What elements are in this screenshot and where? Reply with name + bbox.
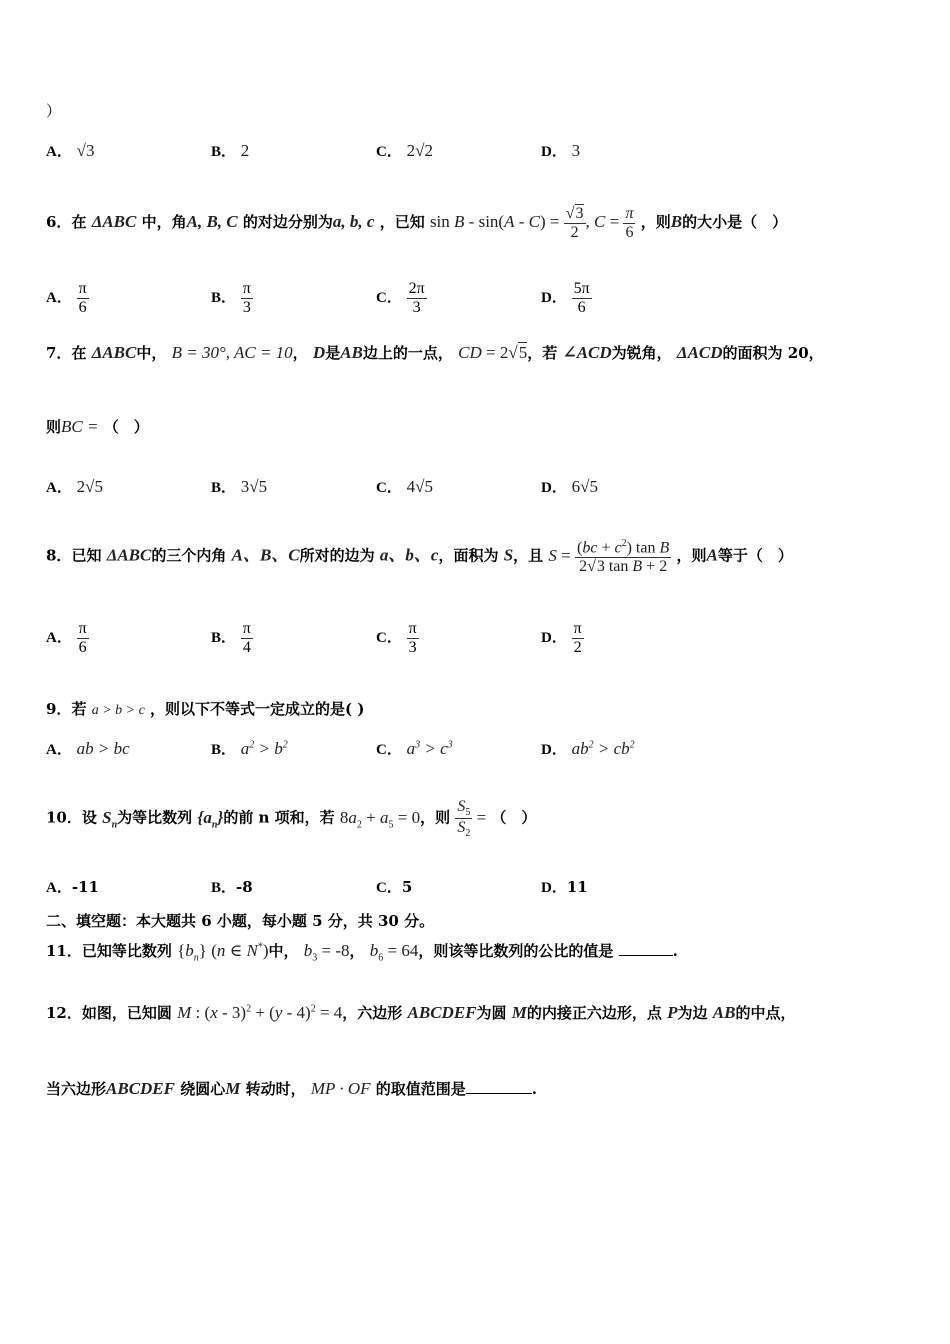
answer-blank[interactable] xyxy=(619,943,673,956)
q5-option-a-value: √3 xyxy=(76,141,95,160)
question-12: 12．如图，已知圆 M : (x - 3)$^2$ + (y - 4)$^2$ = 4，六边形 ABCDEF为圆 M的内接正六边形，点 P为边 AB的中点， xyxy=(46,1003,796,1022)
question-8: 8．已知 ΔABC的三个内角 A、B、C所对的边为 a、b、c，面积为 S，且 S = $\frac{(bc + c^2) \tan B}{\text{2√3 tan B + 2}}$ ，则A等于（ ） xyxy=(46,538,793,575)
q7-option-b[interactable]: B． 3√5 xyxy=(211,477,268,496)
question-7-line2: 则BC = （ ） xyxy=(46,417,149,436)
question-6: 6．在 ΔABC 中，角A, B, C 的对边分别为a, b, c ，已知 sin B - sin(A - C) = $\frac{√3}{2}$ , C = $\frac{\pi}{6}$ ，则B的大小是（ ） xyxy=(46,205,788,241)
q5-option-c[interactable]: C． 2√2 xyxy=(376,141,433,160)
q5-option-b[interactable]: B． 2 xyxy=(211,141,250,160)
q7-option-d[interactable]: D． 6√5 xyxy=(541,477,598,496)
q5-option-a[interactable]: A． √3 xyxy=(46,141,95,160)
question-9: 9．若 a > b > c ，则以下不等式一定成立的是( ) xyxy=(46,700,365,718)
question-12-line2: 当六边形ABCDEF 绕圆心M 转动时， MP · OF 的取值范围是 . xyxy=(46,1079,537,1098)
q10-option-c[interactable]: C．5 xyxy=(376,878,413,896)
q6-option-d[interactable]: D． $\frac{5\pi}{6}$ xyxy=(541,280,590,316)
q8-condition: S = $\frac{(bc + c^2) \tan B}{\text{2√3 tan B + 2}}$ xyxy=(548,538,670,575)
q8-option-a[interactable]: A． $\frac{\pi}{6}$ xyxy=(46,620,87,656)
q6-option-b[interactable]: B． $\frac{\pi}{3}$ xyxy=(211,280,251,316)
q10-option-b[interactable]: B．-8 xyxy=(211,878,253,896)
triangle-abc: ΔABC xyxy=(91,212,137,231)
q6-condition: sin B - sin(A - C) = $\frac{√3}{2}$ , C = $\frac{\pi}{6}$ xyxy=(429,205,634,241)
prev-question-tail xyxy=(46,100,61,121)
q5-option-d-value: 3 xyxy=(571,141,581,160)
q6-option-c[interactable]: C． $\frac{2\pi}{3}$ xyxy=(376,280,425,316)
closing-paren: ） xyxy=(46,102,62,120)
q7-option-c[interactable]: C． 4√5 xyxy=(376,477,433,496)
question-10: 10．设 $S_n$为等比数列 $\{a_n\}$的前 n 项和，若 $8a_2 + a_5 = 0$，则 $\frac{S_5}{S_2}$ = （ ） xyxy=(46,798,537,840)
q5-option-d[interactable]: D． 3 xyxy=(541,141,581,160)
q8-option-d[interactable]: D． $\frac{\pi}{2}$ xyxy=(541,620,582,656)
question-11: 11．已知等比数列 $\{b_n\}$ (n ∈ N*)中， $b_3 = -8$， $b_6 = 64$，则该等比数列的公比的值是 . xyxy=(46,941,678,964)
q5-option-b-value: 2 xyxy=(240,141,250,160)
q10-option-a[interactable]: A．-11 xyxy=(46,878,99,896)
q5-option-c-value: 2√2 xyxy=(406,141,433,160)
q9-option-d[interactable]: D． $ab^2 > cb^2$ xyxy=(541,739,635,758)
q9-option-b[interactable]: B． $a^2 > b^2$ xyxy=(211,739,288,758)
q9-option-c[interactable]: C． $a^3 > c^3$ xyxy=(376,739,453,758)
q6-option-a[interactable]: A． $\frac{\pi}{6}$ xyxy=(46,280,87,316)
q9-option-a[interactable]: A． ab > bc xyxy=(46,739,130,758)
answer-blank[interactable] xyxy=(466,1081,532,1094)
section-2-title: 二、填空题：本大题共 6 小题，每小题 5 分，共 30 分。 xyxy=(46,912,435,930)
q10-option-d[interactable]: D．11 xyxy=(541,878,588,896)
question-7: 7．在 ΔABC中， B = 30°, AC = 10， D是AB边上的一点， CD = 2√5，若 ∠ACD为锐角， ΔACD的面积为 20， xyxy=(46,343,824,362)
q8-option-c[interactable]: C． $\frac{\pi}{3}$ xyxy=(376,620,417,656)
q7-option-a[interactable]: A． 2√5 xyxy=(46,477,103,496)
q8-option-b[interactable]: B． $\frac{\pi}{4}$ xyxy=(211,620,251,656)
